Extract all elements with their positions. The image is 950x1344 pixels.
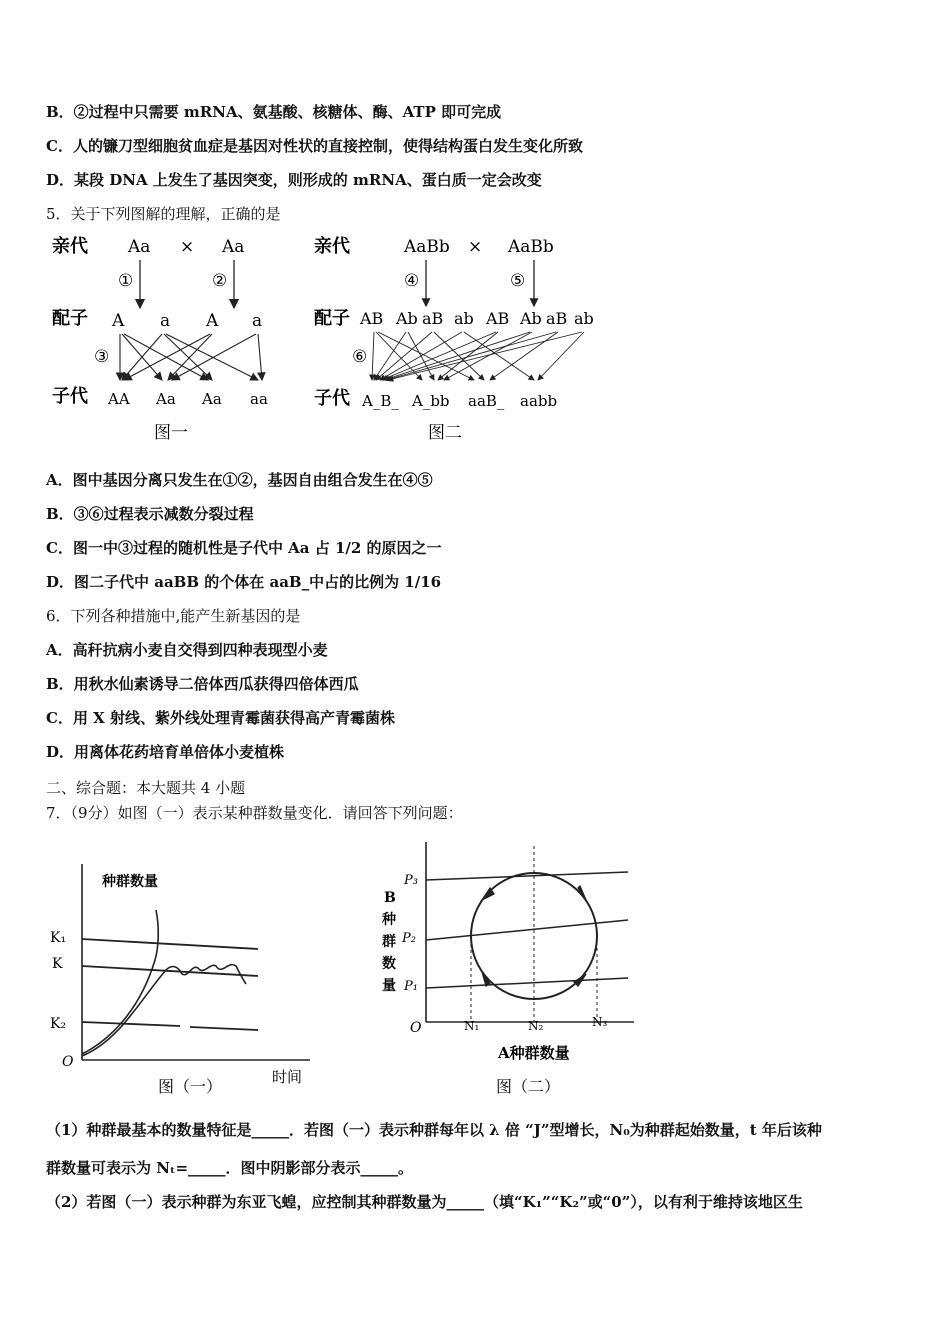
fig2-gamete: Ab [396,309,418,328]
figure-two [312,228,602,448]
graph2-ylabel-char: 量 [382,978,396,994]
fig2-step6: ⑥ [352,347,368,367]
fig1-step1: ① [118,271,134,291]
fig1-gamete: a [252,311,263,331]
q5-option-b: B．③⑥过程表示减数分裂过程 [46,505,254,523]
q6-option-b: B．用秋水仙素诱导二倍体西瓜获得四倍体西瓜 [46,675,359,693]
q4-option-d: D．某段 DNA 上发生了基因突变，则形成的 mRNA、蛋白质一定会改变 [46,171,542,189]
q7-sub1-line1: （1）种群最基本的数量特征是_____．若图（一）表示种群每年以 λ 倍 “J”型增长，N₀为种群起始数量，t 年后该种 [46,1121,822,1139]
fig2-offspring: A_bb [412,392,450,410]
fig1-parent2: Aa [222,237,245,257]
graph2-xlabel: A种群数量 [498,1044,570,1062]
q7-sub2-line1: （2）若图（一）表示种群为东亚飞蝗，应控制其种群数量为_____（填“K₁”“K₂”或“0”），以有利于维持该地区生 [46,1193,803,1211]
graph-one [40,850,330,1100]
graph1-k-label: K [52,956,63,972]
fig2-gamete: AB [360,309,384,328]
fig1-parent1: Aa [128,237,151,257]
fig1-caption: 图一 [154,423,188,443]
fig2-parent1: AaBb [404,237,450,257]
fig2-gamete: aB [546,309,568,328]
fig2-parent-label: 亲代 [314,236,350,257]
q6-option-c: C．用 X 射线、紫外线处理青霉菌获得高产青霉菌株 [46,709,396,727]
graph1-s-curve [82,965,246,1056]
fig1-offspring: aa [250,390,268,408]
graph1-k1-line [82,939,258,949]
fig2-step4: ④ [404,271,420,291]
fig1-offspring-label: 子代 [52,386,88,407]
graph2-p2-label: P₂ [402,931,416,946]
fig1-parent-label: 亲代 [52,236,88,257]
fig1-step3: ③ [94,347,110,367]
graph2-ylabel-char: 种 [382,912,396,928]
graph1-ylabel: 种群数量 [102,874,158,890]
q7-sub1-line2: 群数量可表示为 Nₜ=_____．图中阴影部分表示_____。 [46,1159,414,1177]
graph2-caption: 图（二） [496,1077,561,1096]
graph2-origin: O [410,1020,422,1036]
q4-option-c: C．人的镰刀型细胞贫血症是基因对性状的直接控制，使得结构蛋白发生变化所致 [46,137,583,155]
graph2-n3-label: N₃ [592,1015,608,1029]
graph2-ylabel-char: 群 [382,934,396,950]
fig1-offspring: Aa [156,390,176,408]
fig1-offspring: Aa [202,390,222,408]
fig2-caption: 图二 [428,423,462,443]
fig1-gamete: a [160,311,171,331]
fig2-offspring: aaB_ [468,392,505,410]
graph1-k2-line [82,1022,180,1026]
fig2-gamete: ab [574,309,594,328]
q4-option-b: B．②过程中只需要 mRNA、氨基酸、核糖体、酶、ATP 即可完成 [46,103,502,121]
fig1-cross: × [180,237,195,257]
fig2-gamete: ab [454,309,474,328]
graph1-j-curve [82,910,158,1054]
fig2-offspring-label: 子代 [314,388,350,409]
graph2-p1-label: P₁ [404,979,418,994]
fig2-gamete: aB [422,309,444,328]
graph2-ylabel-char: 数 [382,956,396,972]
graph1-k1-label: K₁ [50,930,67,946]
figure-one [50,228,290,448]
fig1-offspring: AA [108,390,130,408]
q5-option-c: C．图一中③过程的随机性是子代中 Aa 占 1/2 的原因之一 [46,539,442,557]
fig1-step2: ② [212,271,228,291]
graph1-k2-label: K₂ [50,1016,67,1032]
fig2-gamete-label: 配子 [314,308,350,329]
graph2-p1-line [426,978,628,988]
q5-option-d: D．图二子代中 aaBB 的个体在 aaB_中占的比例为 1/16 [46,573,442,591]
fig2-step5: ⑤ [510,271,526,291]
q6-option-a: A．高秆抗病小麦自交得到四种表现型小麦 [46,641,328,659]
q5-option-a: A．图中基因分离只发生在①②，基因自由组合发生在④⑤ [46,471,433,489]
fig1-gamete-label: 配子 [52,308,88,329]
fig1-gamete: A [112,311,125,331]
fig2-offspring: aabb [520,392,558,410]
graph-two [372,836,652,1106]
graph1-caption: 图（一） [158,1077,223,1096]
graph2-n1-label: N₁ [464,1019,480,1033]
fig2-parent2: AaBb [508,237,554,257]
fig2-cross: × [468,237,483,257]
q7-stem: 7．（9分）如图（一）表示某种群数量变化．请回答下列问题： [46,804,463,822]
q6-option-d: D．用离体花药培育单倍体小麦植株 [46,743,285,761]
graph1-xlabel: 时间 [272,1068,303,1086]
graph2-ylabel-char: B [384,890,396,906]
fig2-gamete: AB [486,309,510,328]
fig1-gamete: A [206,311,219,331]
q5-stem: 5．关于下列图解的理解，正确的是 [46,205,281,223]
graph2-p3-label: P₃ [404,873,418,888]
q6-stem: 6．下列各种措施中,能产生新基因的是 [46,607,301,625]
section-2-heading: 二、综合题：本大题共 4 小题 [46,779,246,797]
graph1-origin: O [62,1054,74,1070]
graph2-n2-label: N₂ [528,1019,544,1033]
fig2-offspring: A_B_ [362,392,399,410]
fig2-gamete: Ab [520,309,542,328]
